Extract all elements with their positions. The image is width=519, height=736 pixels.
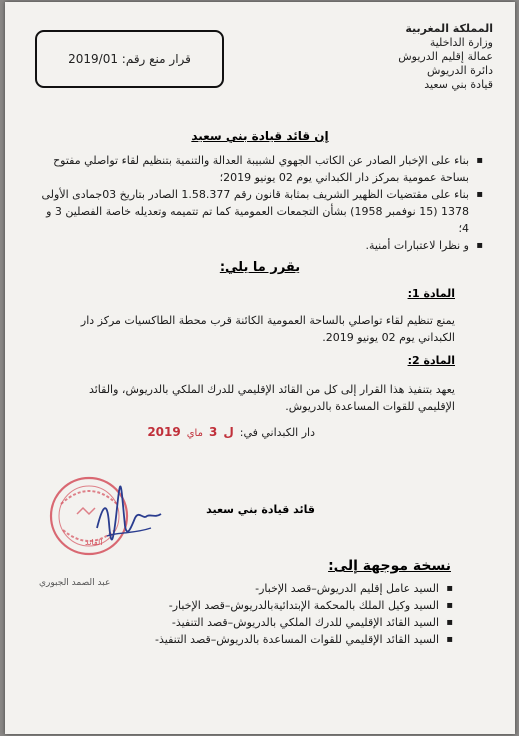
article1-text: يمنع تنظيم لقاء تواصلي بالساحة العمومية الكائنة قرب محطة الطاكسيات مركز دار الكبداني يوم 02 يونيو 2019. (80, 314, 455, 344)
article2-text: يعهد بتنفيذ هذا القرار إلى كل من القائد الإقليمي للدرك الملكي بالدريوش، والقائد الإقليمي للقوات المساعدة بالدريوش. (88, 383, 455, 413)
caidat-name: قيادة بني سعيد (424, 78, 493, 91)
prefecture-name: عمالة إقليم الدريوش (398, 50, 493, 63)
preamble (39, 152, 485, 254)
preamble-item: ▪ بناء على الإخبار الصادر عن الكاتب الجهوي لشبيبة العدالة والتنمية بتنظيم لقاء تواصلي مفتوح بساحة عمومية بمركز دار الكبداني يوم 02 يونيو 2019؛ (39, 152, 485, 186)
decides-text: يقرر ما يلي: (219, 260, 301, 275)
decides-heading (5, 260, 515, 275)
copy-recipient: ▪ السيد عامل إقليم الدريوش–قصد الإخبار- (75, 580, 455, 597)
date-place: دار الكبداني في: (239, 426, 315, 439)
intro-title (5, 129, 515, 143)
district-name: دائرة الدريوش (426, 64, 493, 77)
signature-title: قائد قيادة بني سعيد (206, 503, 315, 516)
official-stamp (47, 468, 165, 568)
kingdom-name: المملكة المغربية (405, 22, 493, 35)
copy-recipient: ▪ السيد القائد الإقليمي للدرك الملكي بالدريوش–قصد التنفيذ- (75, 614, 455, 631)
ministry-name: وزارة الداخلية (429, 36, 493, 49)
date-month: ماي (186, 428, 203, 439)
date-year: 2019 (147, 425, 181, 439)
document-page (5, 2, 515, 734)
decision-number-box (35, 30, 224, 88)
signature-scribble (97, 486, 161, 539)
date-day: 3 (208, 425, 218, 439)
date-day-prefix: ل (223, 425, 234, 439)
date-line (147, 425, 315, 439)
signer-name: عبد الصمد الجبوري (39, 578, 111, 588)
copies-title: نسخة موجهة إلى: (328, 558, 451, 574)
preamble-item: ▪ و نظرا لاعتبارات أمنية. (39, 237, 485, 254)
letterhead (293, 22, 493, 92)
copies-list (75, 580, 455, 648)
copy-recipient: ▪ السيد القائد الإقليمي للقوات المساعدة بالدريوش–قصد التنفيذ- (75, 631, 455, 648)
copy-recipient: ▪ السيد وكيل الملك بالمحكمة الإبتدائيةبالدريوش–قصد الإخبار- (75, 597, 455, 614)
article2-title: المادة 2: (407, 354, 455, 367)
intro-title-text: إن قائد قيادة بني سعيد (191, 129, 329, 143)
preamble-item: ▪ بناء على مقتضيات الظهير الشريف بمثابة قانون رقم 1.58.377 الصادر بتاريخ 03جمادى الأولى 1378 (15 نوفمبر 1958) بشأن التجمعات العمومية كما تم تتميمه وتعديله خاصة الفصلين 3 و 4؛ (39, 186, 485, 237)
stamp-label: القائد (85, 538, 103, 547)
decision-number: قرار منع رقم: 2019/01 (68, 52, 191, 66)
article1-title: المادة 1: (407, 287, 455, 300)
